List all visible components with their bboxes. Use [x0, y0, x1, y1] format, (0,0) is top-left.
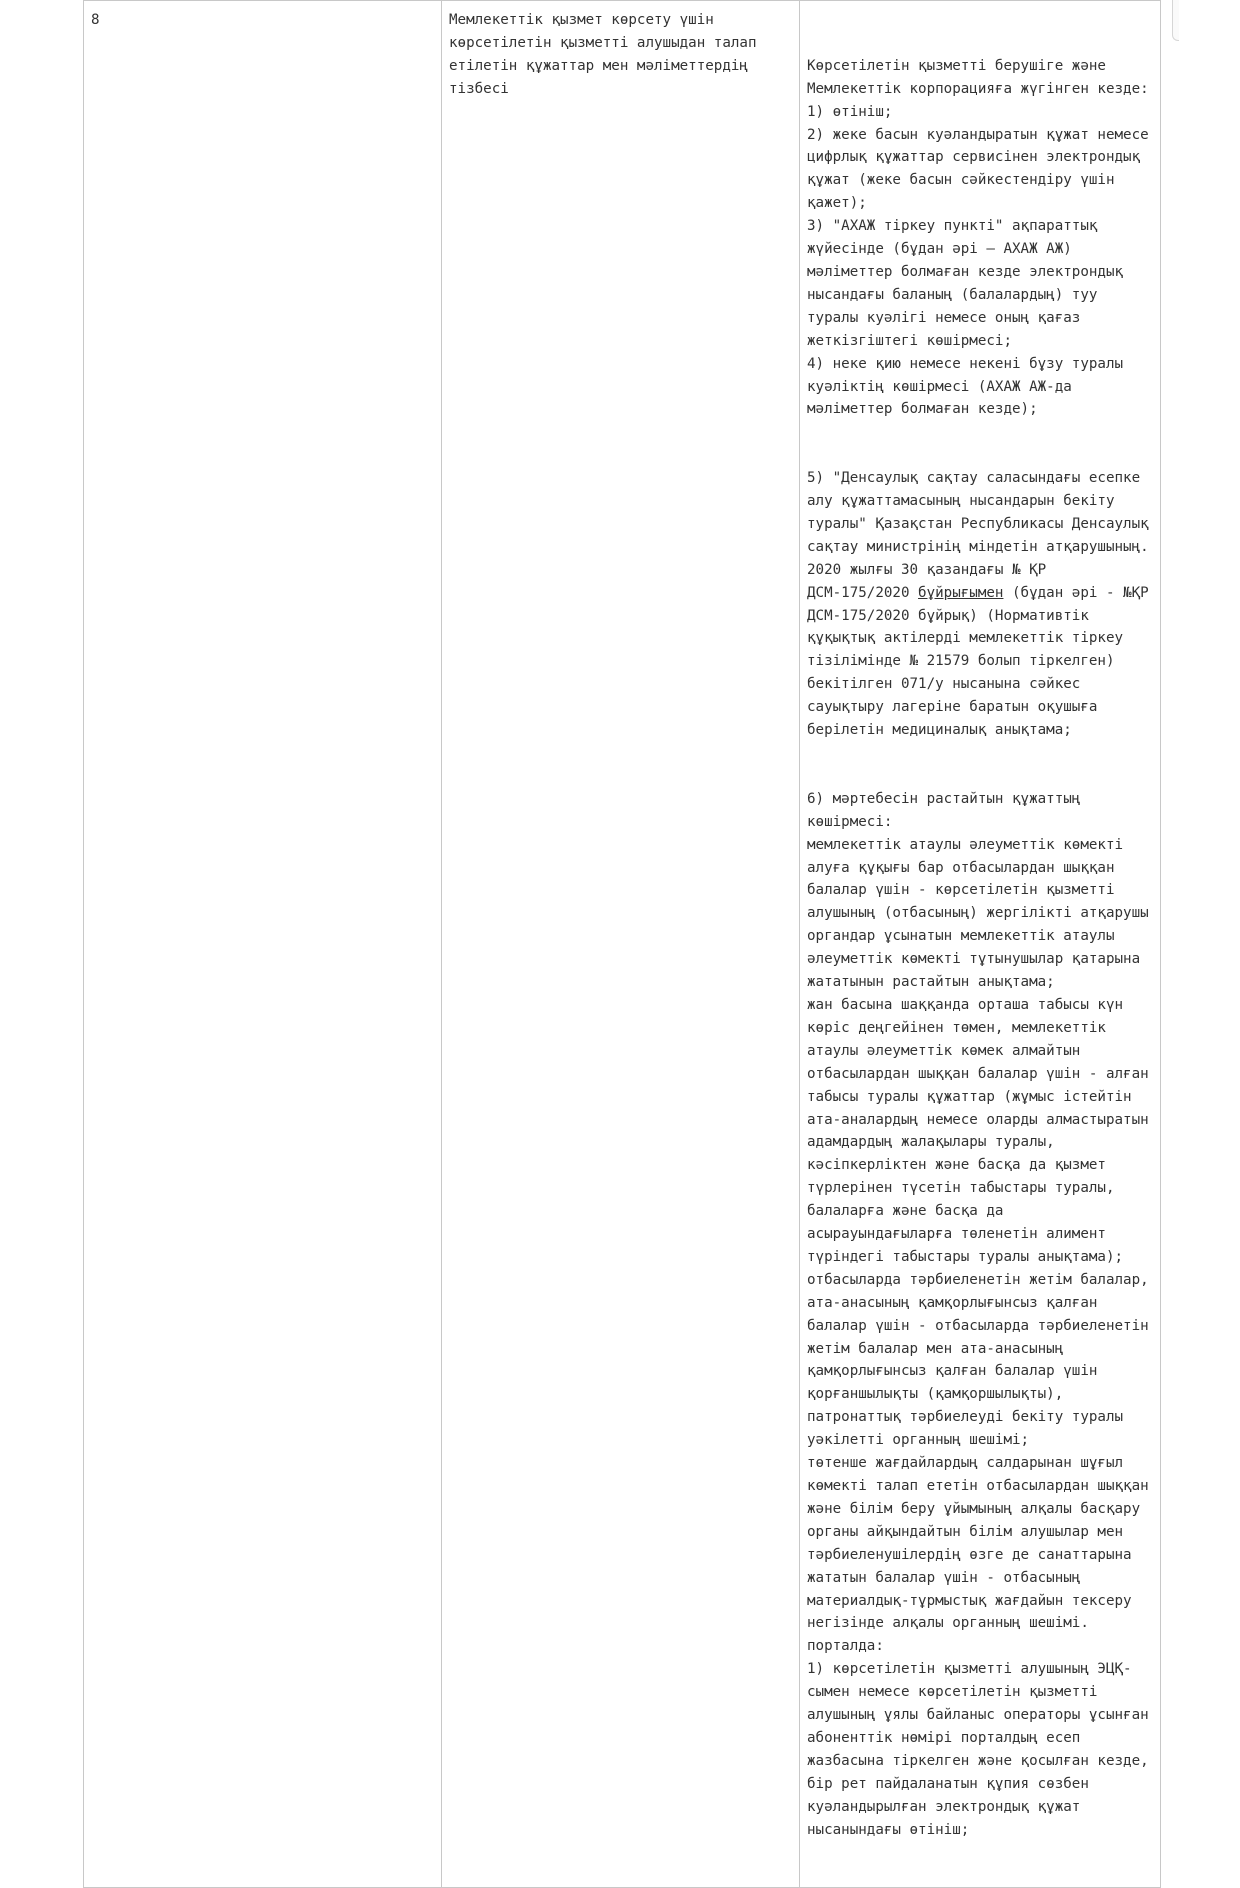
content-item: 3) "АХАЖ тіркеу пункті" ақпараттық жүйесінде (бұдан әрі – АХАЖ АЖ) мәліметтер болмаған кезде электрондық нысандағы баланың (балалардың) туу туралы куәлігі немесе оның қағаз жеткізгіштегі көшірмесі; [807, 218, 1132, 349]
row-number-cell [84, 1, 442, 1888]
content-item: порталда: [807, 1638, 884, 1655]
content-item: 1) өтініш; [807, 103, 893, 120]
row-label-cell [442, 1, 800, 1888]
content-item: 2) жеке басын куәландыратын құжат немесе цифрлық құжаттар сервисінен электрондық құжат (жеке басын сәйкестендіру үшін қажет); [807, 126, 1158, 212]
table-row [84, 1, 1161, 1888]
content-item: жан басына шаққанда орташа табысы күн көріс деңгейінен төмен, мемлекеттік атаулы әлеуметтік көмек алмайтын отбасылардан шыққан балалар үшін - алған табысы туралы құжаттар (жұмыс істейтін ата-аналардың немесе оларды алмастыратын адамдардың жалақылары туралы, кәсіпкерліктен және басқа да қызмет түрлерінен түсетін табыстары туралы, балаларға және басқа да асырауындағыларға төленетін алимент түріндегі табыстары туралы анықтама); [807, 996, 1158, 1265]
content-item: отбасыларда тәрбиеленетін жетім балалар, ата-анасының қамқорлығынсыз қалған балалар үшін - отбасыларда тәрбиеленетін жетім балалар мен ата-анасының қамқорлығынсыз қалған балалар үшін қорғаншылықты (қамқоршылықты), патронаттық тәрбиелеуді бекіту туралы уәкілетті органның шешімі; [807, 1271, 1158, 1449]
content-block-2 [807, 788, 1158, 1842]
content-item: Көрсетілетін қызметті берушіге және Мемлекеттік корпорацияға жүгінген кезде: [807, 57, 1149, 97]
content-item: 4) неке қию немесе некені бұзу туралы куәліктің көшірмесі (АХАЖ АЖ-да мәліметтер болмаған кезде); [807, 355, 1132, 418]
scrollbar-stub[interactable] [1172, 0, 1179, 41]
services-standard-table [83, 0, 1161, 1888]
content-item: мемлекеттік атаулы әлеуметтік көмекті алуға құқығы бар отбасылардан шыққан балалар үшін - көрсетілетін қызметті алушының (отбасының) жергілікті атқарушы органдар ұсынатын мемлекеттік атаулы әлеуметтік көмекті тұтынушылар қатарына жататынын растайтын анықтама; [807, 836, 1158, 991]
order-link[interactable]: бұйрығымен [918, 584, 1004, 601]
row-number: 8 [91, 12, 100, 28]
content-item: төтенше жағдайлардың салдарынан шұғыл көмекті талап ететін отбасылардан шыққан және білім беру ұйымының алқалы басқару органы айқындайтын білім алушылар мен тәрбиеленушілердің өзге де санаттарына жататын балалар үшін - отбасының материалдық-тұрмыстық жағдайын тексеру негізінде алқалы органның шешімі. [807, 1455, 1158, 1632]
row-content-cell [800, 1, 1161, 1888]
item-5-text-after: (бұдан әрі - №ҚР ДСМ-175/2020 бұйрық) (Нормативтік құқықтық актілерді мемлекеттік тіркеу тізілімінде № 21579 болып тіркелген) бекітілген 071/у нысанына сәйкес сауықтыру лагеріне баратын оқушыға берілетін медициналық анықтама; [807, 584, 1158, 739]
item-5-text-before: 5) "Денсаулық сақтау саласындағы есепке алу құжаттамасының нысандарын бекіту туралы" Қазақстан Республикасы Денсаулық сақтау министрінің міндетін атқарушының. 2020 жылғы 30 қазандағы № ҚР ДСМ-175/2020 [807, 470, 1158, 601]
content-block-1 [807, 55, 1158, 422]
content-item-5 [807, 467, 1158, 742]
content-item: 1) көрсетілетін қызметті алушының ЭЦҚ-сымен немесе көрсетілетін қызметті алушының ұялы байланыс операторы ұсынған абоненттік нөмірі порталдың есеп жазбасына тіркелген және қосылған кезде, бір рет пайдаланатын құпия сөзбен куәландырылған электрондық құжат нысанындағы өтініш; [807, 1661, 1158, 1838]
row-label: Мемлекеттік қызмет көрсету үшін көрсетілетін қызметті алушыдан талап етілетін құжаттар мен мәліметтердің тізбесі [449, 12, 766, 97]
content-item: 6) мәртебесін растайтын құжаттың көшірмесі: [807, 790, 1089, 830]
